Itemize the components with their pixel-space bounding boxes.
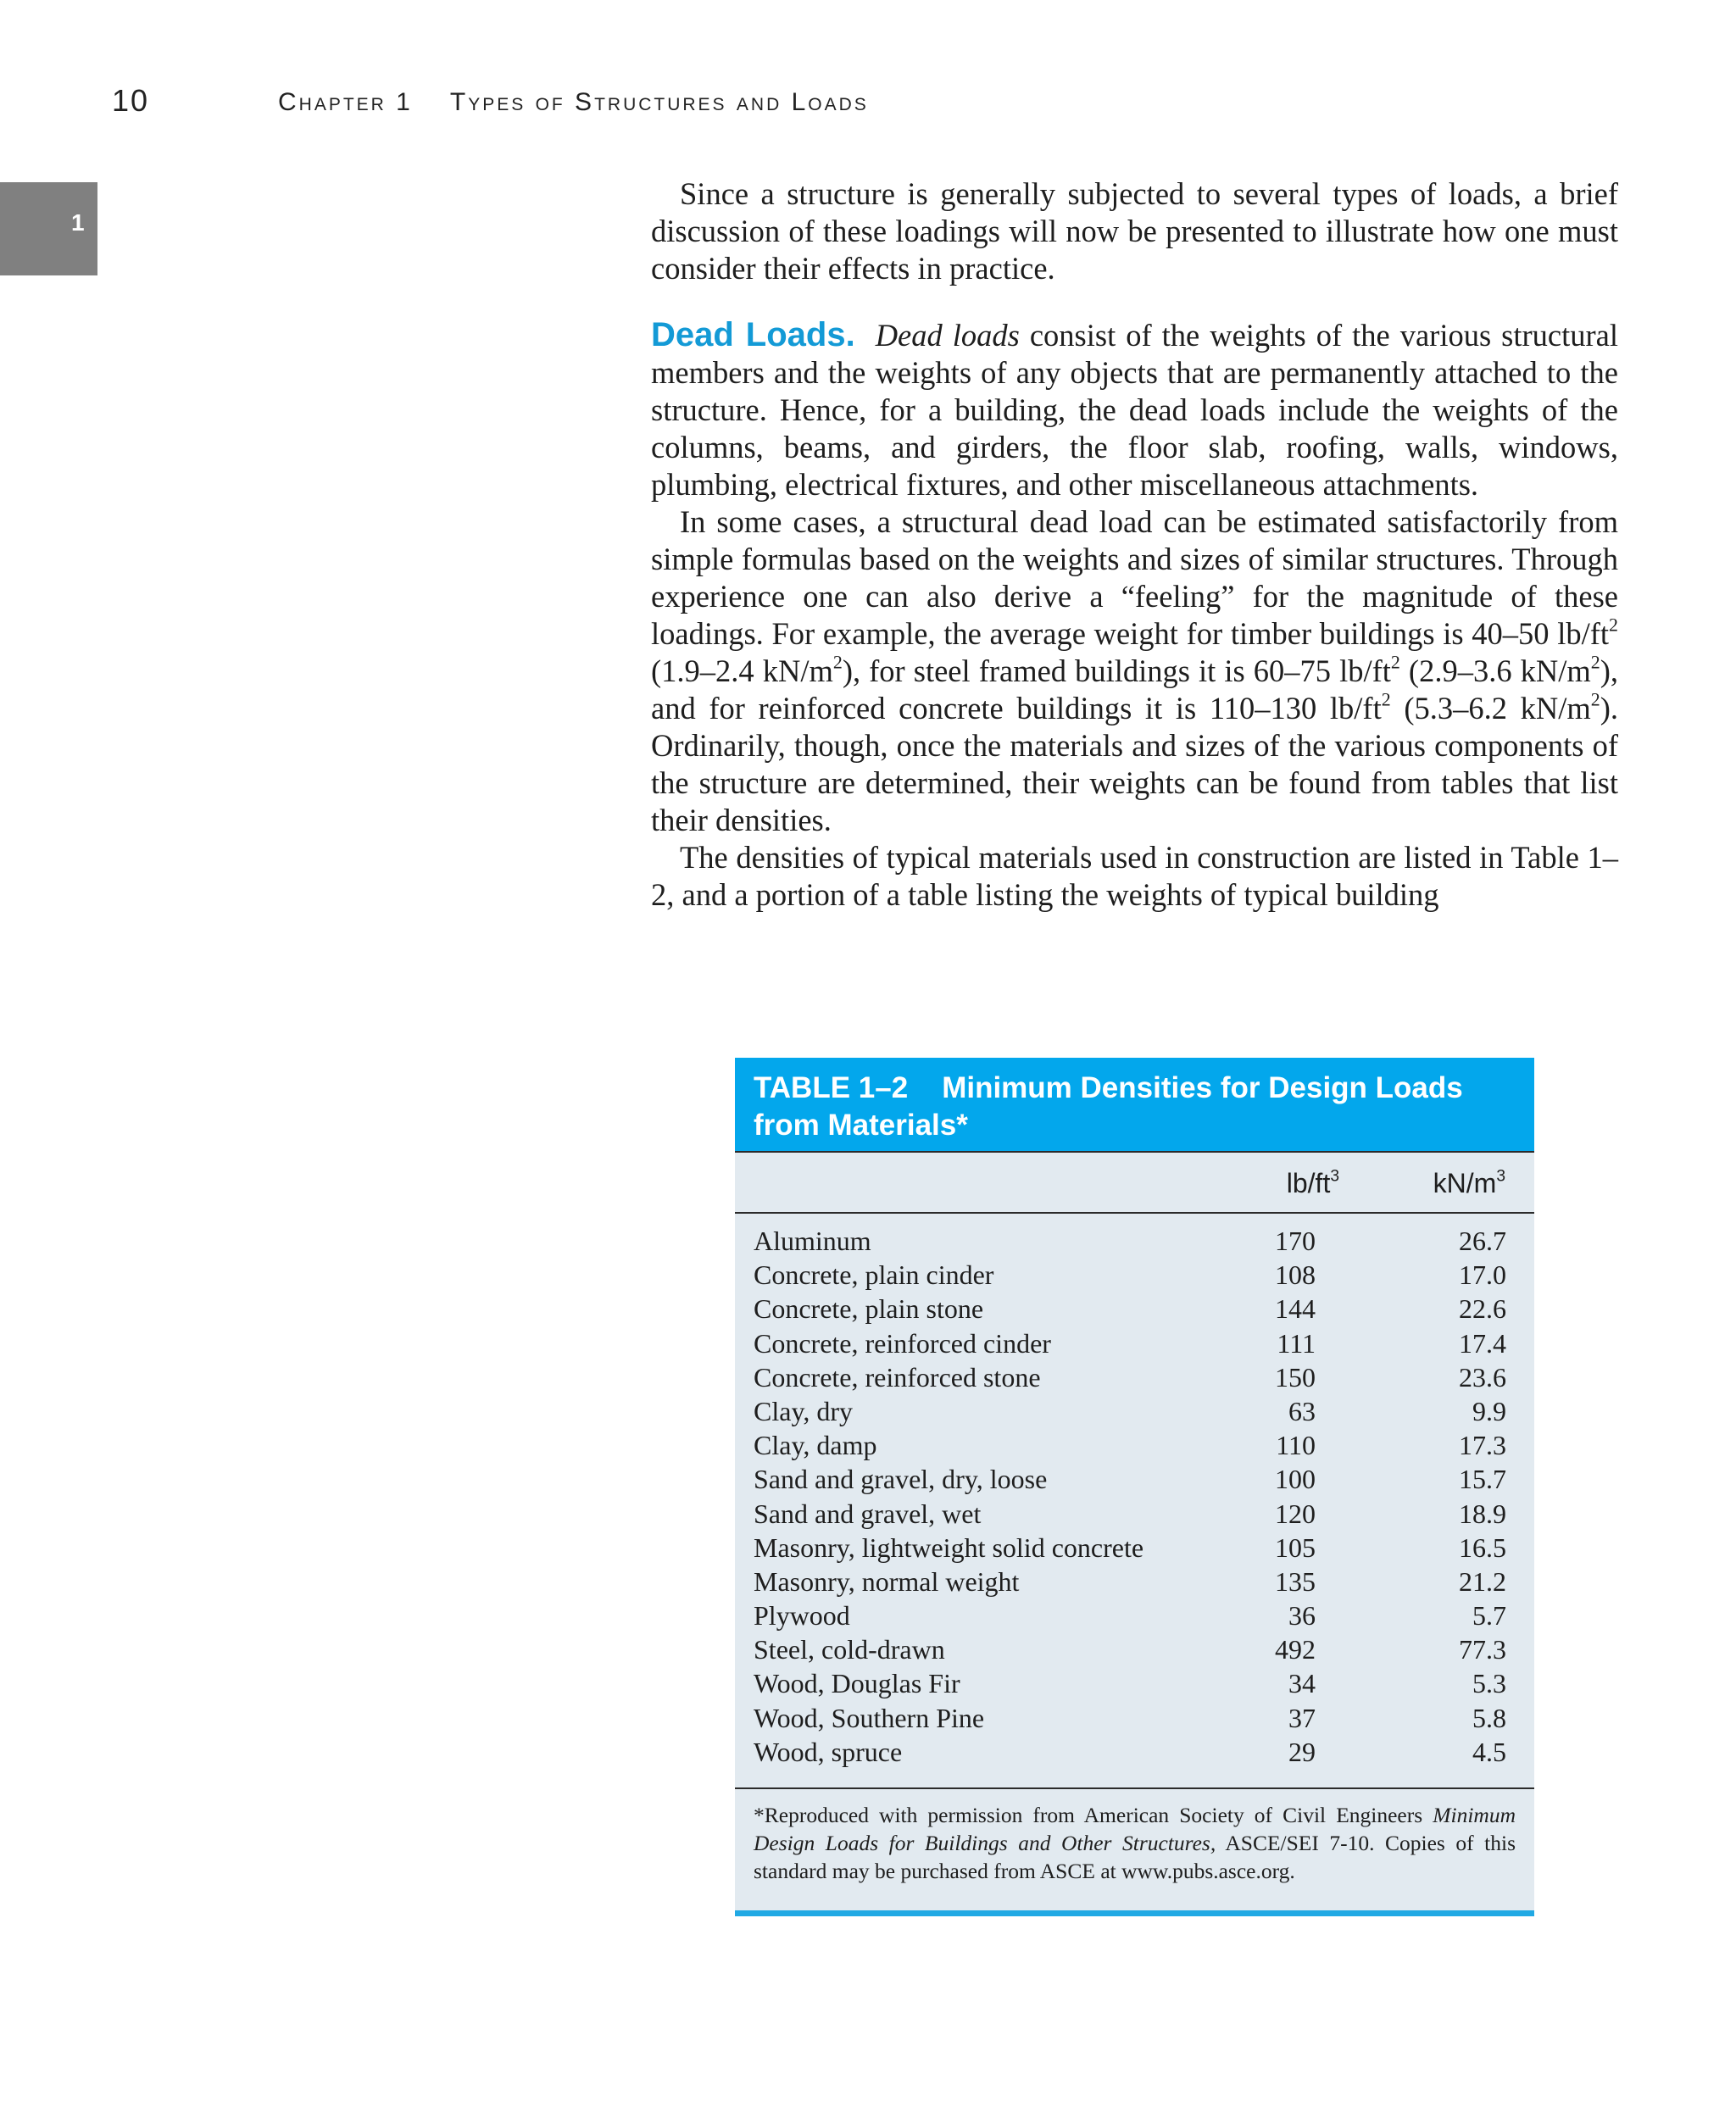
row-material: Concrete, plain cinder <box>754 1259 994 1291</box>
row-lb-ft3: 120 <box>1275 1498 1316 1529</box>
body-text <box>651 175 1618 914</box>
row-material: Aluminum <box>754 1226 871 1256</box>
row-material: Steel, cold-drawn <box>754 1634 945 1665</box>
row-lb-ft3: 37 <box>1288 1702 1316 1733</box>
table-row <box>735 1497 1534 1531</box>
row-lb-ft3: 111 <box>1277 1327 1316 1359</box>
table-row <box>735 1326 1534 1360</box>
row-material: Clay, dry <box>754 1395 854 1426</box>
row-lb-ft3: 108 <box>1275 1259 1316 1291</box>
row-material: Wood, Douglas Fir <box>754 1668 960 1699</box>
row-material: Wood, spruce <box>754 1736 903 1767</box>
table-row <box>735 1360 1534 1394</box>
row-kn-m3: 9.9 <box>1472 1395 1506 1426</box>
chapter-title: Types of Structures and Loads <box>449 88 869 116</box>
table-column-headers <box>735 1153 1534 1214</box>
row-kn-m3: 5.8 <box>1472 1702 1506 1733</box>
table-row <box>735 1632 1534 1666</box>
row-lb-ft3: 105 <box>1275 1532 1316 1563</box>
table-footnote: *Reproduced with permission from American Society of Civil Engineers Minimum Design Loads for Buildings and Other Structures, ASCE/SEI 7-10. Copies of this standard may be purchased from ASCE at www.pubs.asce.org. <box>735 1787 1534 1885</box>
row-lb-ft3: 135 <box>1275 1565 1316 1597</box>
row-lb-ft3: 100 <box>1275 1464 1316 1495</box>
table-row <box>735 1701 1534 1735</box>
row-kn-m3: 17.4 <box>1459 1327 1506 1359</box>
table-row <box>735 1394 1534 1428</box>
intro-paragraph: Since a structure is generally subjected to several types of loads, a brief discussion of these loadings will now be presented to illustrate how one must consider their effects in practice. <box>651 176 1618 286</box>
table-body <box>735 1214 1534 1769</box>
thumb-tab-number: 1 <box>71 209 85 236</box>
table-row <box>735 1462 1534 1496</box>
table-row <box>735 1565 1534 1598</box>
densities-paragraph: The densities of typical materials used in construction are listed in Table 1–2, and a portion of a table listing the weights of typical building <box>651 840 1618 912</box>
row-kn-m3: 26.7 <box>1459 1226 1506 1256</box>
table-row <box>735 1224 1534 1258</box>
dead-loads-paragraph <box>651 316 1618 503</box>
row-material: Concrete, reinforced cinder <box>754 1327 1051 1359</box>
dead-loads-term: Dead loads <box>875 318 1020 353</box>
row-material: Masonry, lightweight solid concrete <box>754 1532 1144 1563</box>
page-number: 10 <box>112 83 150 118</box>
row-kn-m3: 17.0 <box>1459 1259 1506 1291</box>
row-lb-ft3: 170 <box>1275 1226 1316 1256</box>
row-material: Concrete, reinforced stone <box>754 1361 1041 1393</box>
dead-loads-definition: consist of the weights of the various structural members and the weights of any objects that are permanently attached to the structure. Hence, for a building, the dead loads include the weights of the columns, beams, and girders, the floor slab, roofing, walls, windows, plumbing, electrical fixtures, and other miscellaneous attachments. <box>651 318 1619 502</box>
row-lb-ft3: 63 <box>1288 1395 1316 1426</box>
row-kn-m3: 22.6 <box>1459 1293 1506 1325</box>
section-heading: Dead Loads. <box>651 316 855 353</box>
row-lb-ft3: 36 <box>1288 1600 1316 1632</box>
table-row <box>735 1258 1534 1292</box>
table-row <box>735 1292 1534 1326</box>
chapter-label: Chapter 1 <box>278 88 413 116</box>
row-material: Sand and gravel, wet <box>754 1498 982 1529</box>
table-row <box>735 1428 1534 1462</box>
row-material: Wood, Southern Pine <box>754 1702 985 1733</box>
density-table <box>735 1058 1534 1916</box>
row-material: Clay, damp <box>754 1430 877 1461</box>
row-lb-ft3: 110 <box>1276 1430 1316 1461</box>
row-kn-m3: 21.2 <box>1459 1565 1506 1597</box>
table-row <box>735 1598 1534 1632</box>
row-kn-m3: 17.3 <box>1459 1430 1506 1461</box>
row-material: Masonry, normal weight <box>754 1565 1020 1597</box>
column-header-lb-ft3: $lb/ft^3$ <box>1286 1167 1339 1198</box>
table-row <box>735 1531 1534 1565</box>
row-material: Sand and gravel, dry, loose <box>754 1464 1048 1495</box>
row-kn-m3: 5.7 <box>1472 1600 1506 1632</box>
estimation-paragraph: In some cases, a structural dead load can be estimated satisfactorily from simple formulas based on the weights and sizes of similar structures. Through experience one can also derive a “feeling” for the magnitude of these loadings. For example, the average weight for timber buildings is 40–50 $lb/ft^2$ (1.9–2.4 $kN/m^2$), for steel framed buildings it is 60–75 $lb/ft^2$ (2.9–3.6 $kN/m^2$), and for reinforced concrete buildings it is 110–130 $lb/ft^2$ (5.3–6.2 $kN/m^2$). Ordinarily, though, once the materials and sizes of the various components of the structure are determined, their weights can be found from tables that list their densities. <box>651 504 1618 837</box>
footnote-standard-title: Minimum Design Loads for Buildings and Other Structures, <box>754 1803 1516 1855</box>
table-title-text: Minimum Densities for Design Loads from Materials* <box>754 1071 1463 1142</box>
row-kn-m3: 23.6 <box>1459 1361 1506 1393</box>
row-lb-ft3: 144 <box>1275 1293 1316 1325</box>
column-header-kn-m3: $kN/m^3$ <box>1433 1167 1505 1198</box>
table-number: TABLE 1–2 <box>754 1071 909 1104</box>
row-material: Concrete, plain stone <box>754 1293 984 1325</box>
row-kn-m3: 5.3 <box>1472 1668 1506 1699</box>
table-row <box>735 1735 1534 1769</box>
table-title <box>735 1058 1534 1153</box>
row-kn-m3: 4.5 <box>1472 1736 1506 1767</box>
running-head <box>278 88 906 117</box>
row-kn-m3: 77.3 <box>1459 1634 1506 1665</box>
row-material: Plywood <box>754 1600 850 1632</box>
row-lb-ft3: 34 <box>1288 1668 1316 1699</box>
row-kn-m3: 18.9 <box>1459 1498 1506 1529</box>
row-lb-ft3: 492 <box>1275 1634 1316 1665</box>
chapter-thumb-tab <box>0 182 97 275</box>
row-kn-m3: 15.7 <box>1459 1464 1506 1495</box>
row-lb-ft3: 150 <box>1275 1361 1316 1393</box>
row-lb-ft3: 29 <box>1288 1736 1316 1767</box>
row-kn-m3: 16.5 <box>1459 1532 1506 1563</box>
table-row <box>735 1666 1534 1700</box>
